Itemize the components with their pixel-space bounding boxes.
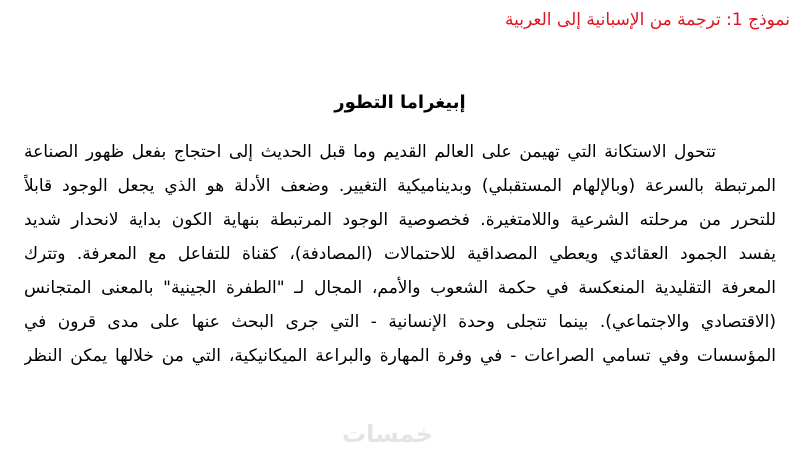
document-title: إبيغراما التطور xyxy=(334,92,466,113)
document-body xyxy=(24,135,776,373)
watermark-logo: خمسات xyxy=(342,420,433,448)
paragraph-line: (الاقتصادي والاجتماعي). بينما تتجلى وحدة الإنسانية - التي جرى البحث عنها على مدى قرون في xyxy=(24,312,776,332)
paragraph-line: المرتبطة بالسرعة (وبالإلهام المستقبلي) وبديناميكية التغيير. وضعف الأدلة هو الذي يجعل الوجود قابلاً xyxy=(24,176,776,196)
paragraph-line: المعرفة التقليدية المنعكسة في حكمة الشعوب والأمم، المجال لـ "الطفرة الجينية" بالمعنى المتجانس xyxy=(24,278,776,298)
paragraph-line: تتحول الاستكانة التي تهيمن على العالم القديم وما قبل الحديث إلى احتجاج بفعل ظهور الصناعة xyxy=(24,142,716,162)
paragraph-line: للتحرر من مرحلته الشرعية واللامتغيرة. فخصوصية الوجود المرتبطة بنهاية الكون بداية لانحدار شديد xyxy=(24,210,776,230)
paragraph-line: يفسد الجمود العقائدي ويعطي المصداقية للاحتمالات (المصادفة)، كقناة للتفاعل مع المعرفة. وتترك xyxy=(24,244,776,264)
paragraph-line: المؤسسات وفي تسامي الصراعات - في وفرة المهارة والبراعة الميكانيكية، التي من خلالها يمكن النظر xyxy=(24,346,776,366)
sample-label: نموذج 1: ترجمة من الإسبانية إلى العربية xyxy=(505,10,790,30)
